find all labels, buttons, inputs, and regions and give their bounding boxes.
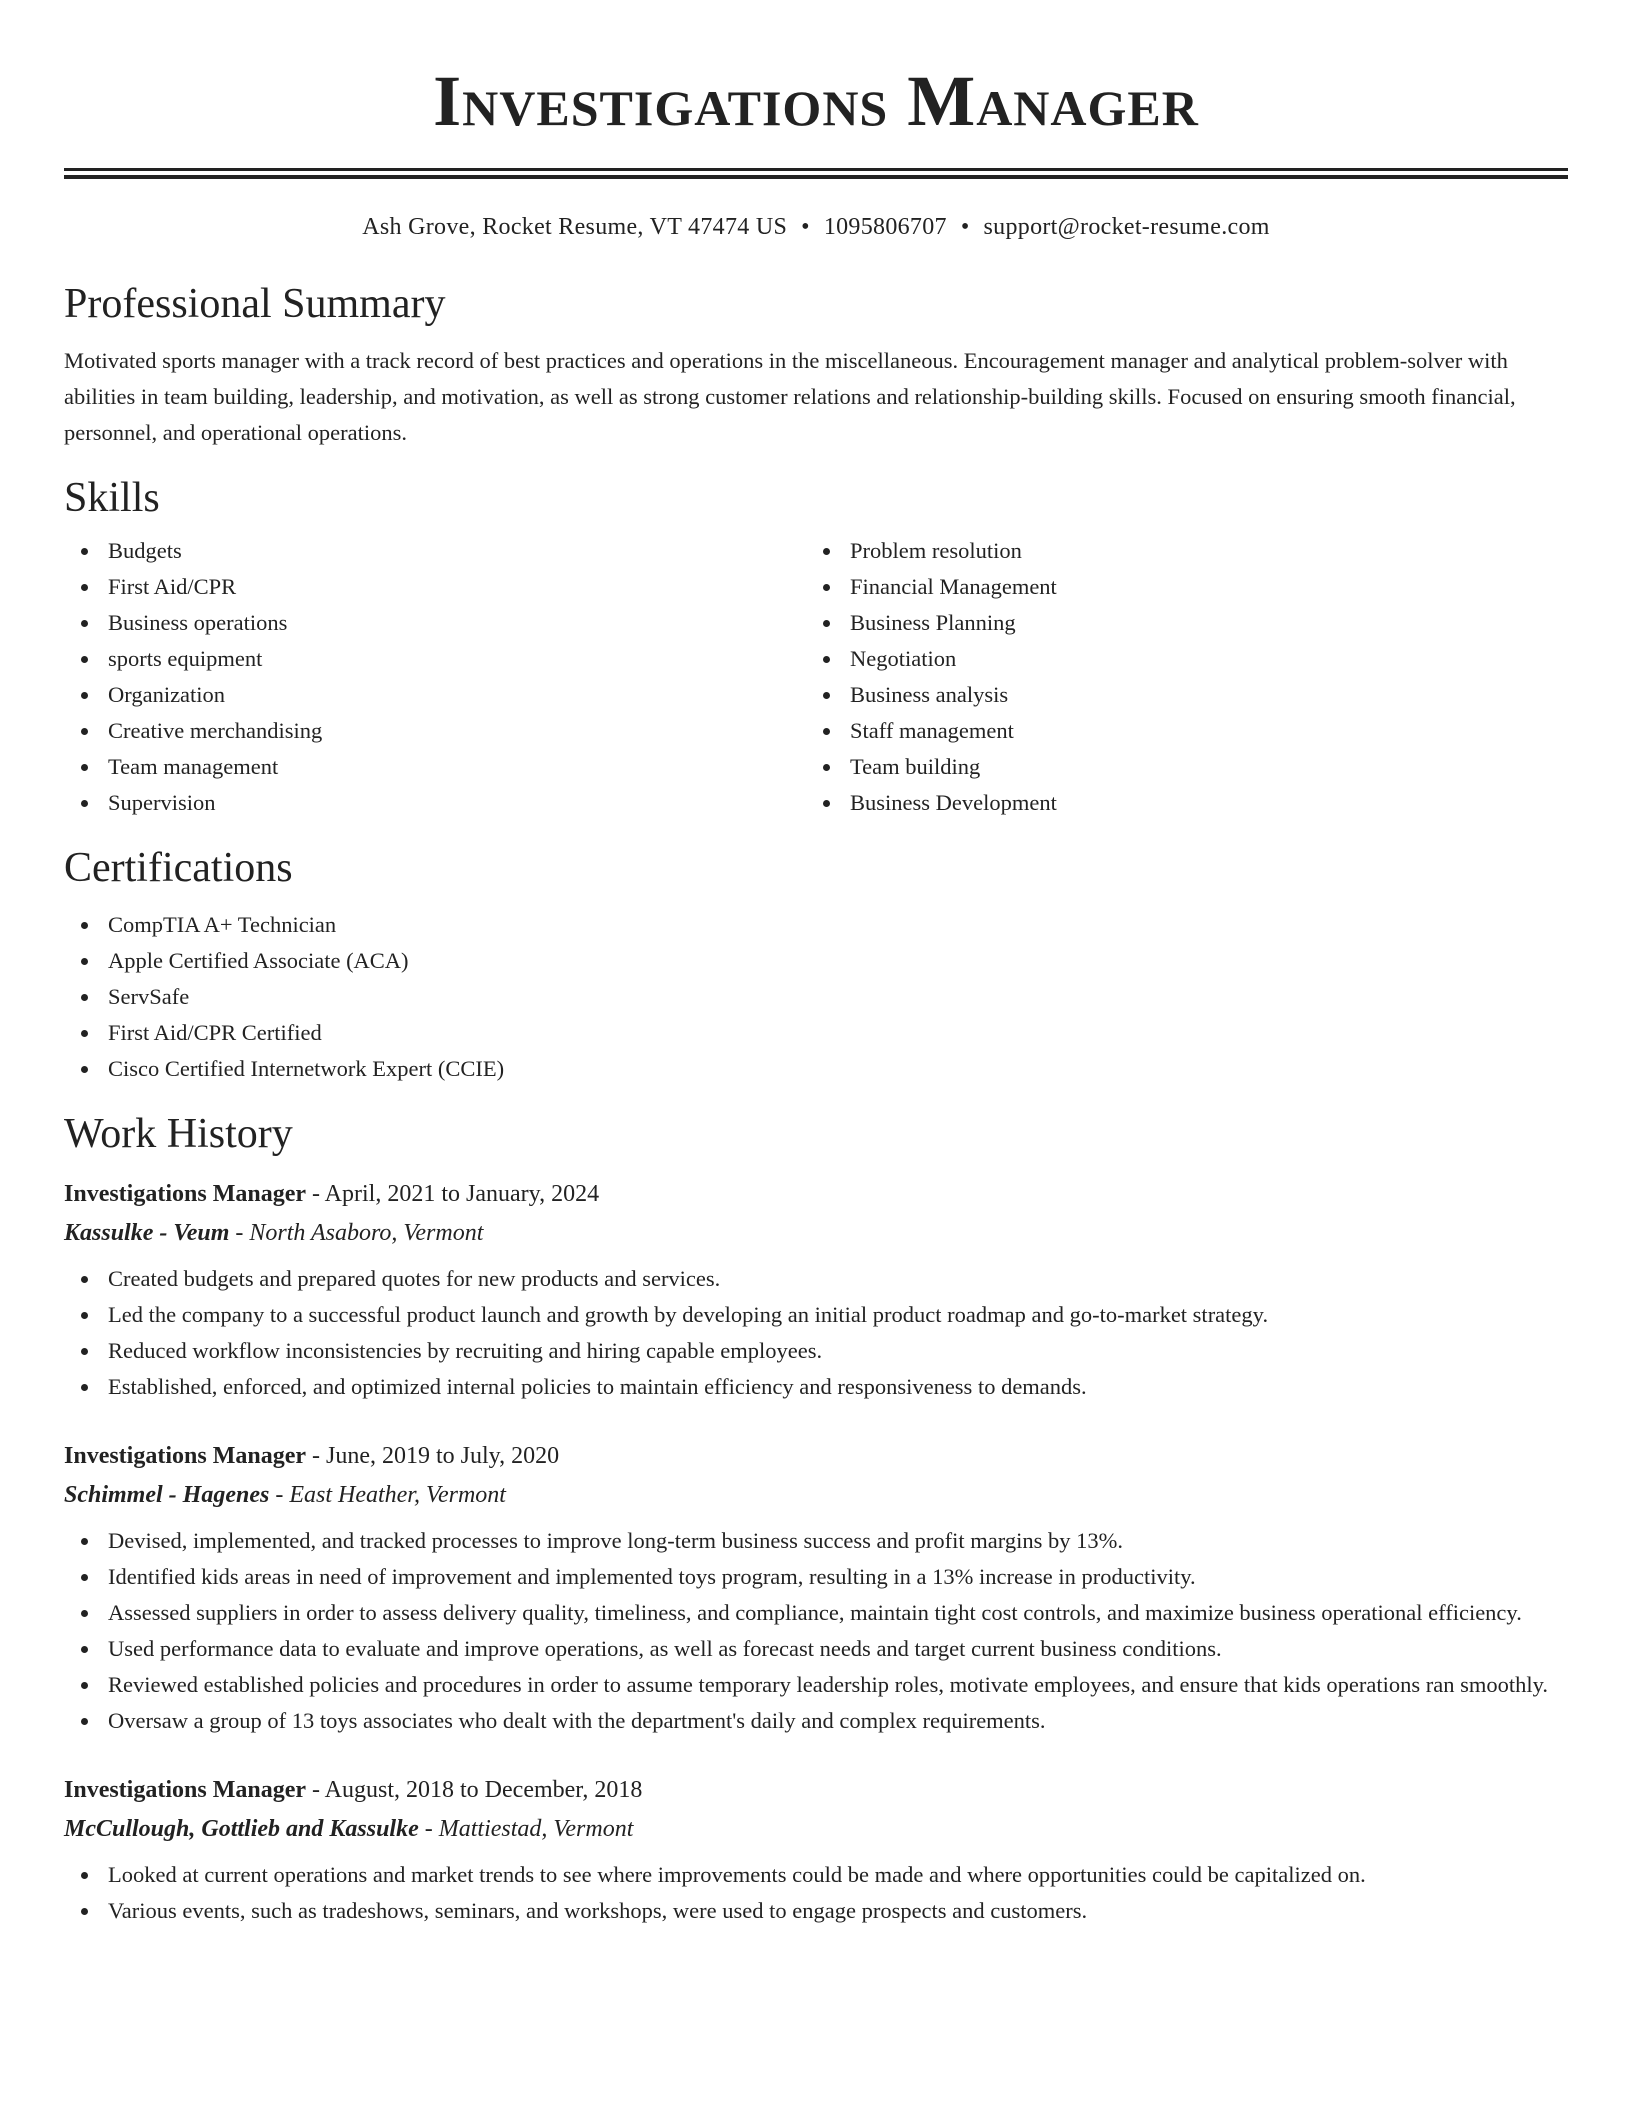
skills-columns <box>64 533 1568 821</box>
job-title-line <box>64 1175 1568 1213</box>
skill-item: Business Planning <box>806 605 1548 641</box>
skill-item: Business operations <box>64 605 806 641</box>
job-bullet: Assessed suppliers in order to assess delivery quality, timeliness, and compliance, maintain tight cost controls, and maximize business operational efficiency. <box>64 1595 1568 1631</box>
job-company: Schimmel - Hagenes <box>64 1482 270 1508</box>
skill-item: Financial Management <box>806 569 1548 605</box>
job-bullets <box>64 1523 1568 1739</box>
job-company-line <box>64 1809 1568 1849</box>
job-entry <box>64 1771 1568 1929</box>
job-entry <box>64 1437 1568 1739</box>
certifications-list <box>64 907 1568 1087</box>
job-entry <box>64 1175 1568 1405</box>
work-history-heading: Work History <box>64 1111 293 1157</box>
job-company-line <box>64 1213 1568 1253</box>
certification-item: CompTIA A+ Technician <box>64 907 1568 943</box>
certification-item: ServSafe <box>64 979 1568 1015</box>
header-divider <box>64 168 1568 179</box>
job-bullet: Established, enforced, and optimized internal policies to maintain efficiency and responsiveness to demands. <box>64 1369 1568 1405</box>
skill-item: Business Development <box>806 785 1548 821</box>
skill-item: Team management <box>64 749 806 785</box>
job-bullets <box>64 1857 1568 1929</box>
skill-item: Staff management <box>806 713 1548 749</box>
summary-text: Motivated sports manager with a track record of best practices and operations in the miscellaneous. Encouragement manager and analytical problem-solver with abilities in team building, leadership, and motivation, as well as strong customer relations and relationship-building skills. Focused on ensuring smooth financial, personnel, and operational operations. <box>64 348 1516 445</box>
job-bullet: Various events, such as tradeshows, seminars, and workshops, were used to engage prospects and customers. <box>64 1893 1568 1929</box>
skill-item: Problem resolution <box>806 533 1548 569</box>
job-bullets <box>64 1261 1568 1405</box>
job-bullet: Devised, implemented, and tracked processes to improve long-term business success and profit margins by 13%. <box>64 1523 1568 1559</box>
job-bullet: Identified kids areas in need of improvement and implemented toys program, resulting in a 13% increase in productivity. <box>64 1559 1568 1595</box>
job-dates: - August, 2018 to December, 2018 <box>306 1777 643 1803</box>
job-location: - East Heather, Vermont <box>269 1482 506 1508</box>
skill-item: Organization <box>64 677 806 713</box>
contact-separator: • <box>801 214 810 240</box>
skill-item: sports equipment <box>64 641 806 677</box>
job-company: McCullough, Gottlieb and Kassulke <box>64 1816 419 1842</box>
skill-item: Team building <box>806 749 1548 785</box>
contact-email: support@rocket-resume.com <box>983 214 1270 240</box>
skill-item: Creative merchandising <box>64 713 806 749</box>
skill-item: Supervision <box>64 785 806 821</box>
job-bullet: Used performance data to evaluate and improve operations, as well as forecast needs and target current business conditions. <box>64 1631 1568 1667</box>
job-bullet: Created budgets and prepared quotes for new products and services. <box>64 1261 1568 1297</box>
job-company: Kassulke - Veum <box>64 1220 230 1246</box>
contact-line <box>64 209 1568 245</box>
resume-name: Investigations Manager <box>433 61 1199 141</box>
job-dates: - April, 2021 to January, 2024 <box>306 1181 600 1207</box>
job-title-line <box>64 1771 1568 1809</box>
job-title: Investigations Manager <box>64 1777 306 1803</box>
job-bullet: Reviewed established policies and procedures in order to assume temporary leadership roles, motivate employees, and ensure that kids operations ran smoothly. <box>64 1667 1568 1703</box>
job-title-line <box>64 1437 1568 1475</box>
certifications-heading: Certifications <box>64 845 293 891</box>
job-bullet: Looked at current operations and market trends to see where improvements could be made and where opportunities could be capitalized on. <box>64 1857 1568 1893</box>
skill-item: Budgets <box>64 533 806 569</box>
contact-address: Ash Grove, Rocket Resume, VT 47474 US <box>362 214 788 240</box>
skills-list-right <box>806 533 1548 821</box>
job-dates: - June, 2019 to July, 2020 <box>306 1443 560 1469</box>
job-title: Investigations Manager <box>64 1181 306 1207</box>
contact-separator: • <box>960 214 970 240</box>
skills-list-left <box>64 533 806 821</box>
contact-phone: 1095806707 <box>823 214 947 240</box>
certification-item: First Aid/CPR Certified <box>64 1015 1568 1051</box>
job-location: - North Asaboro, Vermont <box>229 1220 484 1246</box>
skill-item: First Aid/CPR <box>64 569 806 605</box>
job-bullet: Led the company to a successful product launch and growth by developing an initial product roadmap and go-to-market strategy. <box>64 1297 1568 1333</box>
job-title: Investigations Manager <box>64 1443 306 1469</box>
skill-item: Negotiation <box>806 641 1548 677</box>
summary-heading: Professional Summary <box>64 281 446 327</box>
job-bullet: Oversaw a group of 13 toys associates who dealt with the department's daily and complex requirements. <box>64 1703 1568 1739</box>
job-company-line <box>64 1475 1568 1515</box>
job-bullet: Reduced workflow inconsistencies by recruiting and hiring capable employees. <box>64 1333 1568 1369</box>
skill-item: Business analysis <box>806 677 1548 713</box>
certification-item: Apple Certified Associate (ACA) <box>64 943 1568 979</box>
skills-heading: Skills <box>64 475 160 521</box>
resume-page <box>64 0 1568 1929</box>
job-location: - Mattiestad, Vermont <box>418 1816 634 1842</box>
certification-item: Cisco Certified Internetwork Expert (CCIE) <box>64 1051 1568 1087</box>
